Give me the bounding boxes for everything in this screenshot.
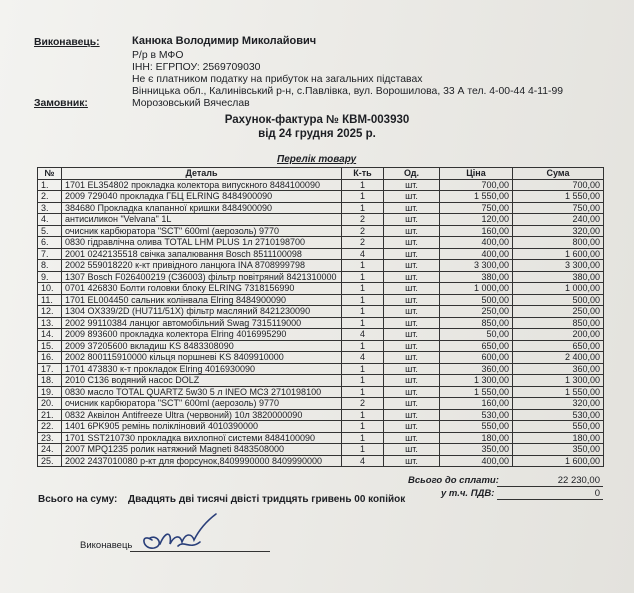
row-quantity: 2: [342, 237, 384, 249]
row-unit: шт.: [384, 421, 440, 433]
table-row: [38, 225, 604, 237]
row-unit: шт.: [384, 294, 440, 306]
row-quantity: 4: [342, 248, 384, 260]
row-item-name: 2009 729040 прокладка ГБЦ ELRING 8484900090: [62, 191, 342, 203]
table-row: [38, 260, 604, 272]
table-row: [38, 352, 604, 364]
row-item-name: 2010 С136 водяний насос DOLZ: [62, 375, 342, 387]
row-unit: шт.: [384, 375, 440, 387]
row-sum: 1 550,00: [513, 386, 604, 398]
row-quantity: 4: [342, 455, 384, 467]
bank-account-line: Р/р в МФО: [132, 50, 184, 61]
row-quantity: 1: [342, 271, 384, 283]
row-price: 700,00: [440, 179, 513, 191]
row-number: 10.: [38, 283, 62, 295]
row-quantity: 1: [342, 421, 384, 433]
row-item-name: 1401 6PK905 ремінь полікліновий 4010390000: [62, 421, 342, 433]
row-unit: шт.: [384, 398, 440, 410]
row-number: 22.: [38, 421, 62, 433]
row-quantity: 1: [342, 340, 384, 352]
row-sum: 380,00: [513, 271, 604, 283]
row-sum: 320,00: [513, 225, 604, 237]
row-price: 750,00: [440, 202, 513, 214]
table-row: [38, 421, 604, 433]
sum-in-words: Двадцять дві тисячі двісті тридцять гривень 00 копійок: [128, 494, 406, 505]
table-row: [38, 237, 604, 249]
total-label: Всього до сплати:: [408, 475, 499, 486]
table-row: [38, 271, 604, 283]
row-quantity: 4: [342, 352, 384, 364]
row-price: 550,00: [440, 421, 513, 433]
row-price: 120,00: [440, 214, 513, 226]
row-number: 2.: [38, 191, 62, 203]
row-item-name: 1701 EL354802 прокладка колектора випускного 8484100090: [62, 179, 342, 191]
row-number: 25.: [38, 455, 62, 467]
row-price: 250,00: [440, 306, 513, 318]
row-item-name: 2009 37205600 вкладиш KS 8483308090: [62, 340, 342, 352]
table-row: [38, 202, 604, 214]
row-unit: шт.: [384, 329, 440, 341]
table-row: [38, 432, 604, 444]
total-value: 22 230,00: [497, 475, 603, 487]
row-price: 180,00: [440, 432, 513, 444]
supplier-name: Канюка Володимир Миколайович: [132, 35, 317, 47]
col-qty-header: К-ть: [342, 168, 384, 180]
row-price: 500,00: [440, 294, 513, 306]
row-quantity: 1: [342, 444, 384, 456]
customer-label: Замовник:: [34, 98, 88, 109]
row-quantity: 1: [342, 432, 384, 444]
table-row: [38, 409, 604, 421]
row-quantity: 2: [342, 214, 384, 226]
row-quantity: 1: [342, 409, 384, 421]
table-row: [38, 398, 604, 410]
row-item-name: 2007 MPQ1235 ролик натяжний Magneti 8483508000: [62, 444, 342, 456]
row-item-name: 1701 473830 к-т прокладок Elring 4016930090: [62, 363, 342, 375]
row-sum: 200,00: [513, 329, 604, 341]
row-item-name: 0832 Аквілон Antifreeze Ultra (червоний) 10л 3820000090: [62, 409, 342, 421]
row-sum: 240,00: [513, 214, 604, 226]
row-unit: шт.: [384, 260, 440, 272]
row-item-name: 0830 масло TOTAL QUARTZ 5w30 5 л INEO MC3 2710198100: [62, 386, 342, 398]
row-number: 20.: [38, 398, 62, 410]
row-quantity: 2: [342, 225, 384, 237]
row-number: 21.: [38, 409, 62, 421]
sum-words-label: Всього на суму:: [38, 494, 118, 505]
row-number: 1.: [38, 179, 62, 191]
row-item-name: очисник карбюратора "SCT" 600ml (аерозоль) 9770: [62, 225, 342, 237]
row-unit: шт.: [384, 352, 440, 364]
table-row: [38, 375, 604, 387]
row-sum: 1 550,00: [513, 191, 604, 203]
vat-value: 0: [497, 488, 603, 500]
row-sum: 2 400,00: [513, 352, 604, 364]
row-sum: 750,00: [513, 202, 604, 214]
row-item-name: 1701 SST210730 прокладка вихлопної системи 8484100090: [62, 432, 342, 444]
row-unit: шт.: [384, 317, 440, 329]
row-price: 160,00: [440, 225, 513, 237]
row-number: 18.: [38, 375, 62, 387]
table-row: [38, 317, 604, 329]
row-number: 5.: [38, 225, 62, 237]
row-item-name: 1307 Bosch F026400219 (С36003) фільтр повітряний 8421310000: [62, 271, 342, 283]
row-unit: шт.: [384, 283, 440, 295]
row-unit: шт.: [384, 363, 440, 375]
row-number: 12.: [38, 306, 62, 318]
row-unit: шт.: [384, 248, 440, 260]
table-row: [38, 340, 604, 352]
table-row: [38, 363, 604, 375]
row-number: 15.: [38, 340, 62, 352]
row-sum: 3 300,00: [513, 260, 604, 272]
row-price: 1 550,00: [440, 191, 513, 203]
customer-name: Морозовський Вячеслав: [132, 98, 250, 109]
row-number: 19.: [38, 386, 62, 398]
row-unit: шт.: [384, 455, 440, 467]
row-number: 17.: [38, 363, 62, 375]
row-number: 7.: [38, 248, 62, 260]
row-sum: 1 300,00: [513, 375, 604, 387]
tax-id-line: ІНН: ЕГРПОУ: 2569709030: [132, 62, 261, 73]
row-sum: 180,00: [513, 432, 604, 444]
col-sum-header: Сума: [513, 168, 604, 180]
row-quantity: 1: [342, 260, 384, 272]
row-quantity: 1: [342, 294, 384, 306]
row-number: 3.: [38, 202, 62, 214]
row-unit: шт.: [384, 271, 440, 283]
row-number: 23.: [38, 432, 62, 444]
row-unit: шт.: [384, 179, 440, 191]
invoice-title: Рахунок-фактура № КВМ-003930: [224, 114, 410, 126]
row-price: 360,00: [440, 363, 513, 375]
row-item-name: очисник карбюратора "SCT" 600ml (аерозоль) 9770: [62, 398, 342, 410]
row-price: 400,00: [440, 248, 513, 260]
row-sum: 530,00: [513, 409, 604, 421]
row-sum: 1 000,00: [513, 283, 604, 295]
row-quantity: 1: [342, 202, 384, 214]
row-item-name: 2002 559018220 к-кт привідного ланцюга INA 8708999798: [62, 260, 342, 272]
table-row: [38, 329, 604, 341]
row-item-name: 1701 EL004450 сальник колінвала Elring 8484900090: [62, 294, 342, 306]
row-number: 11.: [38, 294, 62, 306]
table-row: [38, 283, 604, 295]
row-sum: 350,00: [513, 444, 604, 456]
row-sum: 1 600,00: [513, 455, 604, 467]
table-row: [38, 179, 604, 191]
row-quantity: 1: [342, 179, 384, 191]
row-unit: шт.: [384, 214, 440, 226]
row-item-name: 2002 800115910000 кільця поршневі KS 8409910000: [62, 352, 342, 364]
row-sum: 320,00: [513, 398, 604, 410]
row-price: 160,00: [440, 398, 513, 410]
row-sum: 800,00: [513, 237, 604, 249]
row-price: 50,00: [440, 329, 513, 341]
row-item-name: 0830 гідравлічна олива TOTAL LHM PLUS 1л 2710198700: [62, 237, 342, 249]
row-quantity: 1: [342, 375, 384, 387]
row-number: 13.: [38, 317, 62, 329]
row-unit: шт.: [384, 237, 440, 249]
row-unit: шт.: [384, 202, 440, 214]
col-unit-header: Од.: [384, 168, 440, 180]
row-unit: шт.: [384, 191, 440, 203]
supplier-label: Виконавець:: [34, 37, 100, 48]
row-sum: 360,00: [513, 363, 604, 375]
row-price: 600,00: [440, 352, 513, 364]
row-quantity: 1: [342, 317, 384, 329]
row-unit: шт.: [384, 225, 440, 237]
row-sum: 1 600,00: [513, 248, 604, 260]
col-number-header: №: [38, 168, 62, 180]
row-price: 380,00: [440, 271, 513, 283]
row-unit: шт.: [384, 306, 440, 318]
col-item-header: Деталь: [62, 168, 342, 180]
row-unit: шт.: [384, 444, 440, 456]
row-price: 400,00: [440, 237, 513, 249]
row-number: 24.: [38, 444, 62, 456]
row-sum: 550,00: [513, 421, 604, 433]
row-number: 8.: [38, 260, 62, 272]
table-row: [38, 306, 604, 318]
row-sum: 700,00: [513, 179, 604, 191]
row-quantity: 2: [342, 398, 384, 410]
row-number: 16.: [38, 352, 62, 364]
row-unit: шт.: [384, 386, 440, 398]
row-quantity: 1: [342, 306, 384, 318]
row-price: 650,00: [440, 340, 513, 352]
table-row: [38, 386, 604, 398]
row-sum: 250,00: [513, 306, 604, 318]
address-line: Вінницька обл., Калинівський р-н, с.Павлівка, вул. Ворошилова, 33 А тел. 4-00-44 4-11-99: [132, 86, 564, 97]
tax-status-line: Не є платником податку на прибуток на загальних підставах: [132, 74, 423, 85]
row-item-name: 2009 893600 прокладка колектора Elring 4016995290: [62, 329, 342, 341]
vat-label: у т.ч. ПДВ:: [441, 488, 495, 499]
row-quantity: 4: [342, 329, 384, 341]
row-item-name: 2002 99110384 ланцюг автомобільний Swag 7315119000: [62, 317, 342, 329]
signer-label: Виконавець: [80, 540, 133, 551]
row-price: 400,00: [440, 455, 513, 467]
table-row: [38, 294, 604, 306]
row-quantity: 1: [342, 363, 384, 375]
row-price: 1 000,00: [440, 283, 513, 295]
row-item-name: 384680 Прокладка клапанної кришки 8484900090: [62, 202, 342, 214]
table-row: [38, 444, 604, 456]
row-price: 1 300,00: [440, 375, 513, 387]
table-row: [38, 191, 604, 203]
row-sum: 650,00: [513, 340, 604, 352]
row-number: 14.: [38, 329, 62, 341]
row-quantity: 1: [342, 386, 384, 398]
col-price-header: Ціна: [440, 168, 513, 180]
row-unit: шт.: [384, 340, 440, 352]
row-number: 6.: [38, 237, 62, 249]
invoice-date: від 24 грудня 2025 р.: [258, 128, 376, 140]
table-row: [38, 455, 604, 467]
row-unit: шт.: [384, 432, 440, 444]
row-item-name: антисиликон "Velvana" 1L: [62, 214, 342, 226]
items-caption: Перелік товару: [277, 154, 357, 165]
row-quantity: 1: [342, 191, 384, 203]
row-price: 3 300,00: [440, 260, 513, 272]
signature-scribble: [130, 510, 220, 558]
row-price: 350,00: [440, 444, 513, 456]
row-number: 4.: [38, 214, 62, 226]
items-table: [37, 167, 604, 467]
row-sum: 500,00: [513, 294, 604, 306]
row-number: 9.: [38, 271, 62, 283]
row-item-name: 2001 0242135518 свічка запалювання Bosch 8511100098: [62, 248, 342, 260]
row-price: 850,00: [440, 317, 513, 329]
row-price: 530,00: [440, 409, 513, 421]
table-header-row: [38, 168, 604, 180]
row-item-name: 0701 426830 Болти головки блоку ELRING 7318156990: [62, 283, 342, 295]
row-item-name: 2002 2437010080 р-кт для форсунок,8409990000 8409990000: [62, 455, 342, 467]
row-price: 1 550,00: [440, 386, 513, 398]
row-quantity: 1: [342, 283, 384, 295]
row-item-name: 1304 OX339/2D (HU711/51X) фільтр масляний 8421230090: [62, 306, 342, 318]
table-row: [38, 214, 604, 226]
row-sum: 850,00: [513, 317, 604, 329]
table-row: [38, 248, 604, 260]
row-unit: шт.: [384, 409, 440, 421]
